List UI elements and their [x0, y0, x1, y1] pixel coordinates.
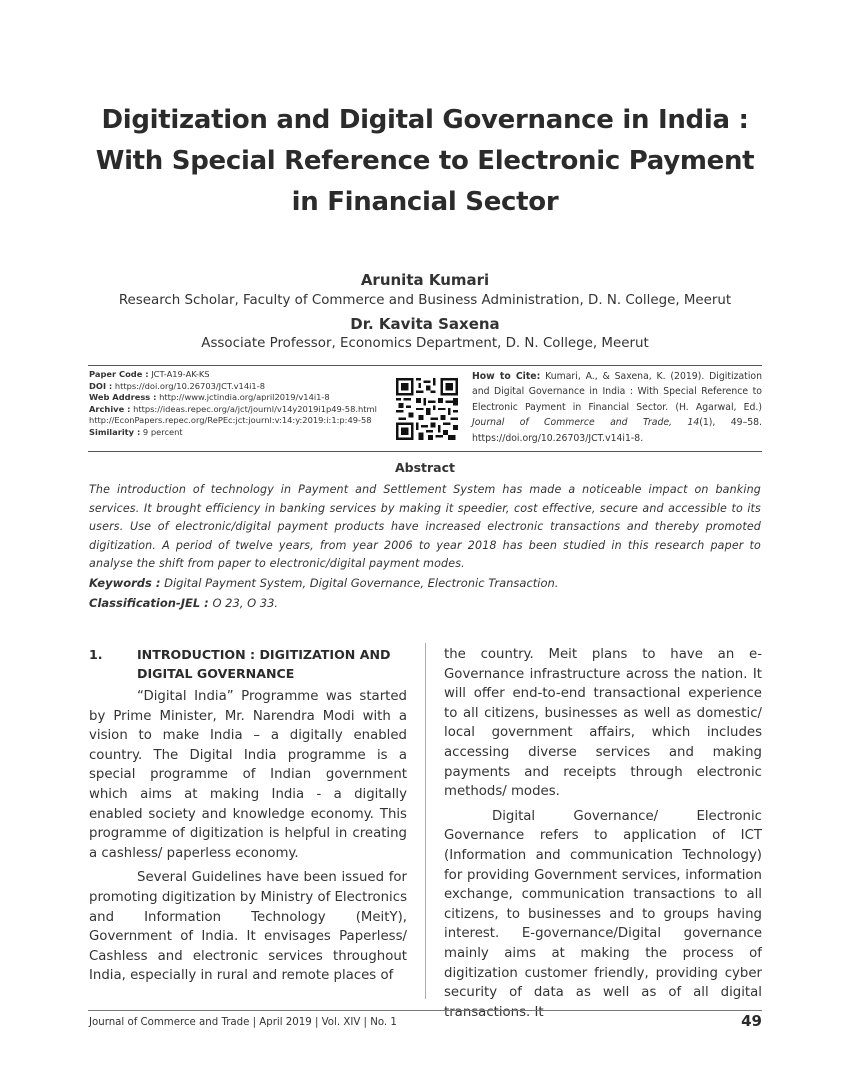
cite-text: Kumari, A., & Saxena, K. (2019). Digitization and Digital Governance in India : With Special Reference to Electronic Payment in Financial Sector. (H. Agarwal, Ed.) [472, 371, 762, 413]
right-column [444, 645, 762, 1022]
paper-title [60, 100, 790, 223]
paper-metadata [89, 369, 389, 439]
how-to-cite [472, 369, 762, 446]
doi-link[interactable]: https://doi.org/10.26703/JCT.v14i1-8 [114, 380, 265, 391]
abstract-text: The introduction of technology in Payment and Settlement System has made a noticeable impact on banking services. It brought efficiency in banking services by making it speedier, cost effective, secure and accessible to its users. Use of electronic/digital payment products have increased electronic transactions and thereby promoted digitization. A period of twelve years, from year 2006 to year 2018 has been studied in this research paper to analyse the shift from paper to electronic/digital payment modes. [89, 483, 761, 571]
section-title: INTRODUCTION : DIGITIZATION AND DIGITAL GOVERNANCE [137, 647, 391, 681]
cite-journal: Journal of Commerce and Trade, 14 [472, 417, 700, 429]
footer-journal-info: Journal of Commerce and Trade | April 2019 | Vol. XIV | No. 1 [89, 1017, 397, 1028]
cite-label: How to Cite: [472, 371, 541, 382]
web-label: Web Address : [89, 392, 157, 403]
meta-top-rule [88, 365, 762, 366]
section-heading [89, 645, 407, 683]
archive-link-2[interactable]: http://EconPapers.repec.org/RePEc:jct:journl:v:14:y:2019:i:1:p:49-58 [89, 415, 372, 426]
jel-label: Classification-JEL : [89, 596, 209, 610]
author-name: Dr. Kavita Saxena [350, 315, 500, 333]
author-name: Arunita Kumari [360, 271, 490, 289]
meta-bottom-rule [88, 451, 762, 452]
jel-value: O 23, O 33. [212, 596, 279, 610]
author-2 [60, 315, 790, 351]
title-line: With Special Reference to Electronic Payment [95, 146, 755, 176]
keywords-value: Digital Payment System, Digital Governance, Electronic Transaction. [164, 576, 559, 590]
body-paragraph: the country. Meit plans to have an e-Governance infrastructure across the nation. It will offer end-to-end transactional experience to all citizens, businesses as well as domestic/ local government affairs, which includes accessing diverse services and making payments and receipts through electronic methods/ modes. [444, 647, 762, 800]
title-line: in Financial Sector [291, 187, 559, 217]
archive-label: Archive : [89, 403, 131, 414]
section-number: 1. [89, 647, 103, 662]
similarity-label: Similarity : [89, 426, 141, 437]
paper-code-label: Paper Code : [89, 369, 149, 379]
keywords [89, 576, 761, 590]
body-paragraph: Digital Governance/ Electronic Governance refers to application of ICT (Information and communication Technology) for providing Government services, information exchange, communication transactions to all citizens, to businesses and to groups having interest. E-governance/Digital governance mainly aims at making the process of digitization customer friendly, providing cyber security of data as well as of all digital transactions. It [444, 808, 762, 1020]
body-paragraph: “Digital India” Programme was started by Prime Minister, Mr. Narendra Modi with a vision to make India – a digitally enabled country. The Digital India programme is a special programme of Indian government which aims at making India - a digitally enabled society and knowledge economy. This programme of digitization is helpful in creating a cashless/ paperless economy. [89, 689, 407, 861]
doi-label: DOI : [89, 380, 113, 391]
cite-pages: (1), 49–58. [699, 417, 763, 429]
author-affiliation: Associate Professor, Economics Department, D. N. College, Meerut [201, 336, 649, 351]
cite-doi[interactable]: https://doi.org/10.26703/JCT.v14i1-8. [472, 432, 644, 444]
title-line: Digitization and Digital Governance in India : [101, 105, 749, 135]
author-affiliation: Research Scholar, Faculty of Commerce and Business Administration, D. N. College, Meerut [118, 293, 732, 308]
column-divider [425, 643, 426, 999]
web-link[interactable]: http://www.jctindia.org/april2019/v14i1-8 [159, 392, 330, 403]
similarity-value: 9 percent [142, 426, 183, 437]
qr-code-icon [396, 378, 458, 440]
left-column [89, 645, 407, 986]
abstract-heading: Abstract [394, 460, 456, 475]
classification-jel [89, 596, 761, 610]
body-paragraph: Several Guidelines have been issued for promoting digitization by Ministry of Electronics and Information Technology (MeitY), Government of India. It envisages Paperless/ Cashless and electronic services throughout India, especially in rural and remote places of [89, 870, 407, 984]
paper-code: JCT-A19-AK-KS [151, 369, 210, 379]
page-number: 49 [741, 1012, 762, 1030]
keywords-label: Keywords : [89, 576, 161, 590]
author-1 [60, 271, 790, 308]
archive-link[interactable]: https://ideas.repec.org/a/jct/journl/v14y2019i1p49-58.html [133, 403, 377, 414]
footer-rule [88, 1010, 762, 1011]
